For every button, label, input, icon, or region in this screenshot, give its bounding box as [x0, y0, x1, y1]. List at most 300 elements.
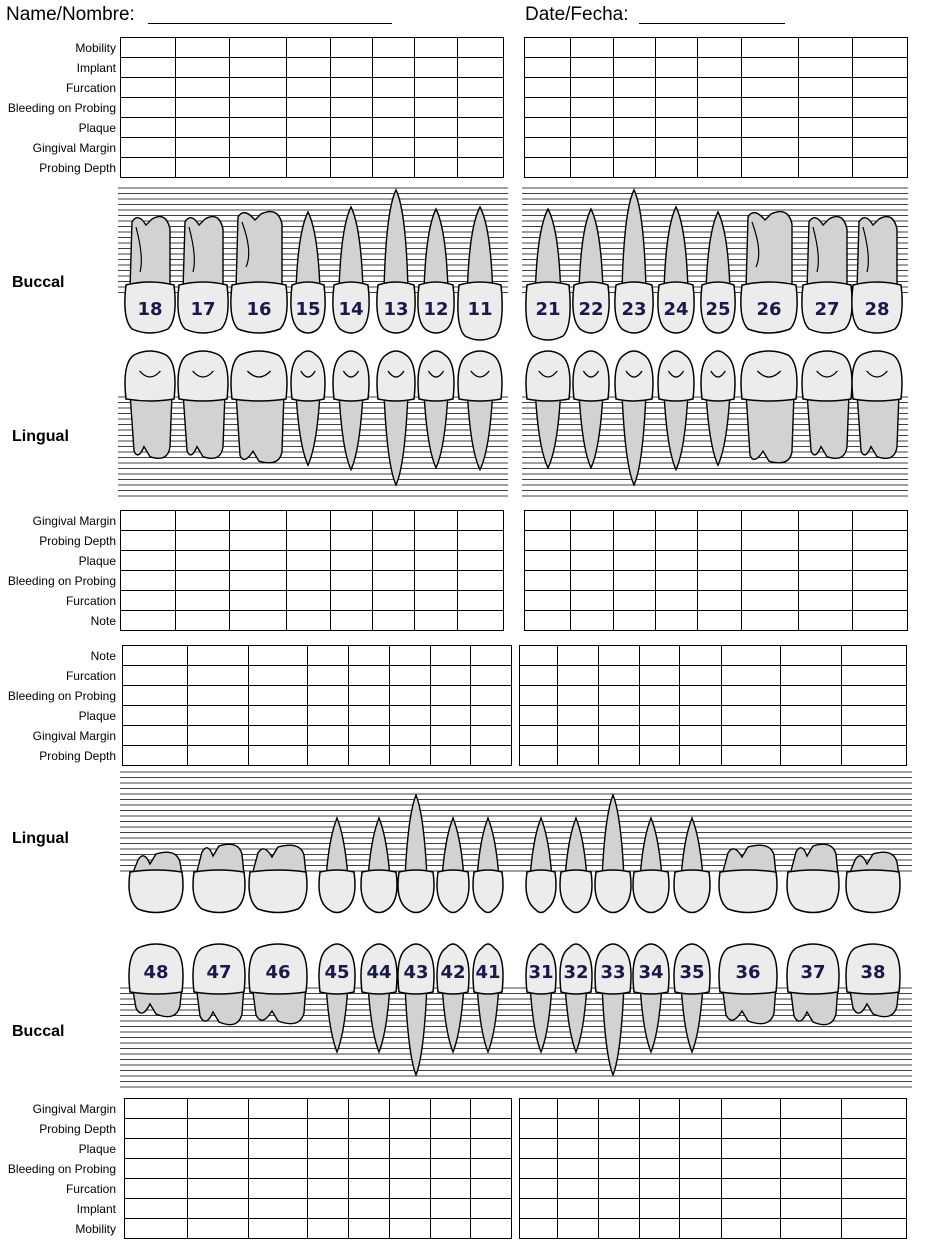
grid-cell[interactable]: [176, 531, 230, 551]
grid-cell[interactable]: [853, 511, 908, 531]
grid-cell[interactable]: [781, 686, 842, 706]
grid-cell[interactable]: [614, 551, 656, 571]
grid-cell[interactable]: [571, 571, 614, 591]
grid-cell[interactable]: [121, 38, 176, 58]
grid-cell[interactable]: [390, 1119, 431, 1139]
date-field[interactable]: [639, 23, 785, 24]
grid-cell[interactable]: [742, 118, 799, 138]
grid-cell[interactable]: [249, 646, 308, 666]
grid-cell[interactable]: [742, 531, 799, 551]
grid-cell[interactable]: [614, 138, 656, 158]
grid-cell[interactable]: [558, 686, 599, 706]
grid-cell[interactable]: [249, 1219, 308, 1239]
grid-cell[interactable]: [415, 118, 458, 138]
grid-cell[interactable]: [742, 571, 799, 591]
grid-cell[interactable]: [471, 726, 512, 746]
lower-top-left-quadrant-grid[interactable]: [519, 645, 907, 766]
grid-cell[interactable]: [471, 1199, 512, 1219]
grid-cell[interactable]: [249, 706, 308, 726]
grid-cell[interactable]: [656, 531, 698, 551]
grid-cell[interactable]: [640, 1159, 680, 1179]
grid-cell[interactable]: [614, 611, 656, 631]
grid-cell[interactable]: [722, 746, 781, 766]
grid-cell[interactable]: [308, 1199, 349, 1219]
grid-cell[interactable]: [680, 646, 722, 666]
grid-cell[interactable]: [188, 1199, 249, 1219]
grid-cell[interactable]: [431, 1179, 471, 1199]
grid-cell[interactable]: [571, 98, 614, 118]
grid-cell[interactable]: [599, 1159, 640, 1179]
grid-cell[interactable]: [331, 571, 373, 591]
grid-cell[interactable]: [331, 98, 373, 118]
grid-cell[interactable]: [249, 1179, 308, 1199]
grid-cell[interactable]: [287, 38, 331, 58]
grid-cell[interactable]: [525, 591, 571, 611]
grid-cell[interactable]: [799, 98, 853, 118]
grid-cell[interactable]: [308, 1219, 349, 1239]
grid-cell[interactable]: [722, 1199, 781, 1219]
grid-cell[interactable]: [842, 1139, 907, 1159]
grid-cell[interactable]: [558, 1179, 599, 1199]
grid-cell[interactable]: [373, 611, 415, 631]
grid-cell[interactable]: [125, 1119, 188, 1139]
grid-cell[interactable]: [349, 1179, 390, 1199]
grid-cell[interactable]: [614, 38, 656, 58]
grid-cell[interactable]: [571, 78, 614, 98]
grid-cell[interactable]: [640, 646, 680, 666]
grid-cell[interactable]: [781, 1179, 842, 1199]
grid-cell[interactable]: [249, 1119, 308, 1139]
grid-cell[interactable]: [287, 78, 331, 98]
grid-cell[interactable]: [390, 726, 431, 746]
grid-cell[interactable]: [640, 666, 680, 686]
grid-cell[interactable]: [698, 611, 742, 631]
grid-cell[interactable]: [176, 511, 230, 531]
grid-cell[interactable]: [799, 551, 853, 571]
grid-cell[interactable]: [176, 158, 230, 178]
grid-cell[interactable]: [842, 1099, 907, 1119]
grid-cell[interactable]: [799, 571, 853, 591]
grid-cell[interactable]: [520, 686, 558, 706]
grid-cell[interactable]: [520, 1159, 558, 1179]
grid-cell[interactable]: [842, 1119, 907, 1139]
grid-cell[interactable]: [471, 1139, 512, 1159]
grid-cell[interactable]: [680, 1099, 722, 1119]
grid-cell[interactable]: [287, 591, 331, 611]
grid-cell[interactable]: [698, 531, 742, 551]
grid-cell[interactable]: [308, 666, 349, 686]
grid-cell[interactable]: [698, 571, 742, 591]
grid-cell[interactable]: [656, 158, 698, 178]
grid-cell[interactable]: [722, 686, 781, 706]
grid-cell[interactable]: [349, 1199, 390, 1219]
grid-cell[interactable]: [842, 666, 907, 686]
grid-cell[interactable]: [230, 611, 287, 631]
grid-cell[interactable]: [680, 1219, 722, 1239]
grid-cell[interactable]: [599, 1219, 640, 1239]
grid-cell[interactable]: [373, 118, 415, 138]
grid-cell[interactable]: [853, 58, 908, 78]
grid-cell[interactable]: [373, 58, 415, 78]
grid-cell[interactable]: [571, 118, 614, 138]
grid-cell[interactable]: [188, 1139, 249, 1159]
grid-cell[interactable]: [121, 158, 176, 178]
grid-cell[interactable]: [853, 138, 908, 158]
grid-cell[interactable]: [599, 686, 640, 706]
grid-cell[interactable]: [571, 531, 614, 551]
grid-cell[interactable]: [349, 746, 390, 766]
grid-cell[interactable]: [799, 58, 853, 78]
grid-cell[interactable]: [458, 98, 504, 118]
grid-cell[interactable]: [121, 138, 176, 158]
grid-cell[interactable]: [520, 1099, 558, 1119]
grid-cell[interactable]: [799, 38, 853, 58]
grid-cell[interactable]: [331, 591, 373, 611]
upper-bottom-right-quadrant-grid[interactable]: [120, 510, 504, 631]
grid-cell[interactable]: [415, 571, 458, 591]
grid-cell[interactable]: [614, 58, 656, 78]
grid-cell[interactable]: [698, 58, 742, 78]
grid-cell[interactable]: [853, 98, 908, 118]
grid-cell[interactable]: [431, 706, 471, 726]
grid-cell[interactable]: [123, 666, 188, 686]
grid-cell[interactable]: [558, 666, 599, 686]
grid-cell[interactable]: [680, 666, 722, 686]
grid-cell[interactable]: [390, 1159, 431, 1179]
grid-cell[interactable]: [308, 746, 349, 766]
grid-cell[interactable]: [349, 706, 390, 726]
grid-cell[interactable]: [781, 1199, 842, 1219]
grid-cell[interactable]: [842, 1179, 907, 1199]
grid-cell[interactable]: [525, 98, 571, 118]
grid-cell[interactable]: [698, 138, 742, 158]
grid-cell[interactable]: [249, 1159, 308, 1179]
grid-cell[interactable]: [853, 118, 908, 138]
grid-cell[interactable]: [249, 1099, 308, 1119]
grid-cell[interactable]: [781, 666, 842, 686]
grid-cell[interactable]: [722, 1159, 781, 1179]
grid-cell[interactable]: [287, 138, 331, 158]
grid-cell[interactable]: [471, 666, 512, 686]
grid-cell[interactable]: [781, 706, 842, 726]
grid-cell[interactable]: [781, 1139, 842, 1159]
grid-cell[interactable]: [415, 38, 458, 58]
grid-cell[interactable]: [471, 1119, 512, 1139]
grid-cell[interactable]: [520, 646, 558, 666]
grid-cell[interactable]: [781, 646, 842, 666]
grid-cell[interactable]: [230, 591, 287, 611]
grid-cell[interactable]: [431, 1159, 471, 1179]
grid-cell[interactable]: [331, 158, 373, 178]
grid-cell[interactable]: [640, 1219, 680, 1239]
grid-cell[interactable]: [390, 746, 431, 766]
grid-cell[interactable]: [853, 38, 908, 58]
grid-cell[interactable]: [176, 138, 230, 158]
grid-cell[interactable]: [331, 78, 373, 98]
grid-cell[interactable]: [640, 706, 680, 726]
grid-cell[interactable]: [188, 1099, 249, 1119]
grid-cell[interactable]: [799, 138, 853, 158]
grid-cell[interactable]: [373, 591, 415, 611]
grid-cell[interactable]: [599, 1099, 640, 1119]
grid-cell[interactable]: [558, 1139, 599, 1159]
grid-cell[interactable]: [390, 1099, 431, 1119]
grid-cell[interactable]: [331, 511, 373, 531]
grid-cell[interactable]: [853, 571, 908, 591]
grid-cell[interactable]: [571, 511, 614, 531]
grid-cell[interactable]: [121, 511, 176, 531]
grid-cell[interactable]: [599, 646, 640, 666]
grid-cell[interactable]: [742, 551, 799, 571]
grid-cell[interactable]: [121, 118, 176, 138]
grid-cell[interactable]: [722, 1099, 781, 1119]
grid-cell[interactable]: [188, 706, 249, 726]
grid-cell[interactable]: [230, 571, 287, 591]
grid-cell[interactable]: [680, 706, 722, 726]
grid-cell[interactable]: [230, 98, 287, 118]
grid-cell[interactable]: [349, 1099, 390, 1119]
grid-cell[interactable]: [431, 726, 471, 746]
grid-cell[interactable]: [458, 138, 504, 158]
grid-cell[interactable]: [558, 1199, 599, 1219]
grid-cell[interactable]: [458, 58, 504, 78]
grid-cell[interactable]: [799, 611, 853, 631]
grid-cell[interactable]: [656, 138, 698, 158]
grid-cell[interactable]: [614, 591, 656, 611]
grid-cell[interactable]: [698, 158, 742, 178]
grid-cell[interactable]: [123, 686, 188, 706]
grid-cell[interactable]: [520, 666, 558, 686]
grid-cell[interactable]: [640, 726, 680, 746]
grid-cell[interactable]: [176, 98, 230, 118]
grid-cell[interactable]: [349, 1219, 390, 1239]
upper-top-left-quadrant-grid[interactable]: [524, 37, 908, 178]
grid-cell[interactable]: [698, 118, 742, 138]
grid-cell[interactable]: [722, 666, 781, 686]
grid-cell[interactable]: [842, 646, 907, 666]
grid-cell[interactable]: [373, 138, 415, 158]
name-field[interactable]: [148, 23, 392, 24]
grid-cell[interactable]: [415, 158, 458, 178]
grid-cell[interactable]: [656, 98, 698, 118]
grid-cell[interactable]: [599, 1199, 640, 1219]
grid-cell[interactable]: [525, 158, 571, 178]
grid-cell[interactable]: [249, 746, 308, 766]
grid-cell[interactable]: [799, 511, 853, 531]
grid-cell[interactable]: [188, 1219, 249, 1239]
grid-cell[interactable]: [431, 666, 471, 686]
grid-cell[interactable]: [571, 611, 614, 631]
grid-cell[interactable]: [458, 118, 504, 138]
grid-cell[interactable]: [458, 611, 504, 631]
grid-cell[interactable]: [230, 511, 287, 531]
grid-cell[interactable]: [121, 551, 176, 571]
grid-cell[interactable]: [349, 666, 390, 686]
grid-cell[interactable]: [331, 58, 373, 78]
grid-cell[interactable]: [656, 571, 698, 591]
grid-cell[interactable]: [656, 38, 698, 58]
grid-cell[interactable]: [121, 58, 176, 78]
grid-cell[interactable]: [614, 118, 656, 138]
grid-cell[interactable]: [176, 58, 230, 78]
grid-cell[interactable]: [471, 1219, 512, 1239]
grid-cell[interactable]: [390, 1219, 431, 1239]
grid-cell[interactable]: [520, 1179, 558, 1199]
grid-cell[interactable]: [331, 138, 373, 158]
grid-cell[interactable]: [722, 1119, 781, 1139]
grid-cell[interactable]: [742, 511, 799, 531]
grid-cell[interactable]: [176, 38, 230, 58]
grid-cell[interactable]: [656, 78, 698, 98]
grid-cell[interactable]: [123, 646, 188, 666]
grid-cell[interactable]: [722, 706, 781, 726]
grid-cell[interactable]: [525, 531, 571, 551]
grid-cell[interactable]: [308, 646, 349, 666]
grid-cell[interactable]: [520, 1119, 558, 1139]
grid-cell[interactable]: [614, 511, 656, 531]
grid-cell[interactable]: [230, 551, 287, 571]
grid-cell[interactable]: [722, 1139, 781, 1159]
grid-cell[interactable]: [121, 571, 176, 591]
grid-cell[interactable]: [415, 58, 458, 78]
grid-cell[interactable]: [520, 746, 558, 766]
grid-cell[interactable]: [458, 571, 504, 591]
grid-cell[interactable]: [640, 1099, 680, 1119]
grid-cell[interactable]: [349, 1139, 390, 1159]
grid-cell[interactable]: [599, 1179, 640, 1199]
grid-cell[interactable]: [599, 1139, 640, 1159]
grid-cell[interactable]: [121, 98, 176, 118]
grid-cell[interactable]: [742, 611, 799, 631]
grid-cell[interactable]: [853, 78, 908, 98]
grid-cell[interactable]: [125, 1199, 188, 1219]
grid-cell[interactable]: [656, 511, 698, 531]
grid-cell[interactable]: [308, 726, 349, 746]
grid-cell[interactable]: [373, 511, 415, 531]
grid-cell[interactable]: [471, 746, 512, 766]
grid-cell[interactable]: [230, 58, 287, 78]
grid-cell[interactable]: [188, 1119, 249, 1139]
grid-cell[interactable]: [188, 1179, 249, 1199]
grid-cell[interactable]: [742, 138, 799, 158]
grid-cell[interactable]: [390, 1139, 431, 1159]
grid-cell[interactable]: [431, 646, 471, 666]
grid-cell[interactable]: [415, 138, 458, 158]
grid-cell[interactable]: [722, 1219, 781, 1239]
grid-cell[interactable]: [680, 1179, 722, 1199]
grid-cell[interactable]: [188, 646, 249, 666]
grid-cell[interactable]: [431, 1139, 471, 1159]
grid-cell[interactable]: [308, 1159, 349, 1179]
grid-cell[interactable]: [230, 78, 287, 98]
grid-cell[interactable]: [349, 1159, 390, 1179]
grid-cell[interactable]: [188, 746, 249, 766]
grid-cell[interactable]: [431, 1219, 471, 1239]
grid-cell[interactable]: [349, 1119, 390, 1139]
grid-cell[interactable]: [373, 531, 415, 551]
grid-cell[interactable]: [799, 78, 853, 98]
grid-cell[interactable]: [525, 511, 571, 531]
grid-cell[interactable]: [249, 726, 308, 746]
grid-cell[interactable]: [287, 531, 331, 551]
grid-cell[interactable]: [331, 118, 373, 138]
grid-cell[interactable]: [853, 591, 908, 611]
grid-cell[interactable]: [287, 98, 331, 118]
grid-cell[interactable]: [471, 646, 512, 666]
grid-cell[interactable]: [698, 551, 742, 571]
grid-cell[interactable]: [742, 591, 799, 611]
grid-cell[interactable]: [558, 706, 599, 726]
grid-cell[interactable]: [614, 531, 656, 551]
grid-cell[interactable]: [308, 706, 349, 726]
grid-cell[interactable]: [373, 551, 415, 571]
grid-cell[interactable]: [698, 78, 742, 98]
grid-cell[interactable]: [680, 1159, 722, 1179]
grid-cell[interactable]: [781, 1099, 842, 1119]
grid-cell[interactable]: [249, 686, 308, 706]
grid-cell[interactable]: [853, 531, 908, 551]
grid-cell[interactable]: [680, 1199, 722, 1219]
grid-cell[interactable]: [308, 1099, 349, 1119]
grid-cell[interactable]: [373, 571, 415, 591]
grid-cell[interactable]: [471, 686, 512, 706]
grid-cell[interactable]: [571, 138, 614, 158]
grid-cell[interactable]: [415, 531, 458, 551]
grid-cell[interactable]: [458, 531, 504, 551]
grid-cell[interactable]: [558, 1219, 599, 1239]
grid-cell[interactable]: [176, 118, 230, 138]
grid-cell[interactable]: [525, 551, 571, 571]
grid-cell[interactable]: [230, 138, 287, 158]
grid-cell[interactable]: [123, 726, 188, 746]
grid-cell[interactable]: [390, 686, 431, 706]
grid-cell[interactable]: [415, 511, 458, 531]
grid-cell[interactable]: [121, 591, 176, 611]
grid-cell[interactable]: [125, 1139, 188, 1159]
grid-cell[interactable]: [287, 611, 331, 631]
grid-cell[interactable]: [698, 591, 742, 611]
grid-cell[interactable]: [176, 611, 230, 631]
grid-cell[interactable]: [558, 1099, 599, 1119]
grid-cell[interactable]: [614, 158, 656, 178]
grid-cell[interactable]: [722, 726, 781, 746]
grid-cell[interactable]: [742, 58, 799, 78]
grid-cell[interactable]: [249, 1139, 308, 1159]
grid-cell[interactable]: [680, 726, 722, 746]
grid-cell[interactable]: [121, 611, 176, 631]
lower-top-right-quadrant-grid[interactable]: [122, 645, 512, 766]
grid-cell[interactable]: [287, 58, 331, 78]
grid-cell[interactable]: [349, 646, 390, 666]
grid-cell[interactable]: [471, 1099, 512, 1119]
grid-cell[interactable]: [458, 591, 504, 611]
grid-cell[interactable]: [525, 138, 571, 158]
grid-cell[interactable]: [373, 98, 415, 118]
grid-cell[interactable]: [176, 551, 230, 571]
grid-cell[interactable]: [799, 591, 853, 611]
grid-cell[interactable]: [331, 551, 373, 571]
grid-cell[interactable]: [656, 591, 698, 611]
grid-cell[interactable]: [390, 706, 431, 726]
grid-cell[interactable]: [571, 38, 614, 58]
grid-cell[interactable]: [188, 1159, 249, 1179]
grid-cell[interactable]: [471, 1159, 512, 1179]
grid-cell[interactable]: [121, 78, 176, 98]
grid-cell[interactable]: [842, 726, 907, 746]
grid-cell[interactable]: [230, 38, 287, 58]
grid-cell[interactable]: [680, 1119, 722, 1139]
grid-cell[interactable]: [842, 1219, 907, 1239]
